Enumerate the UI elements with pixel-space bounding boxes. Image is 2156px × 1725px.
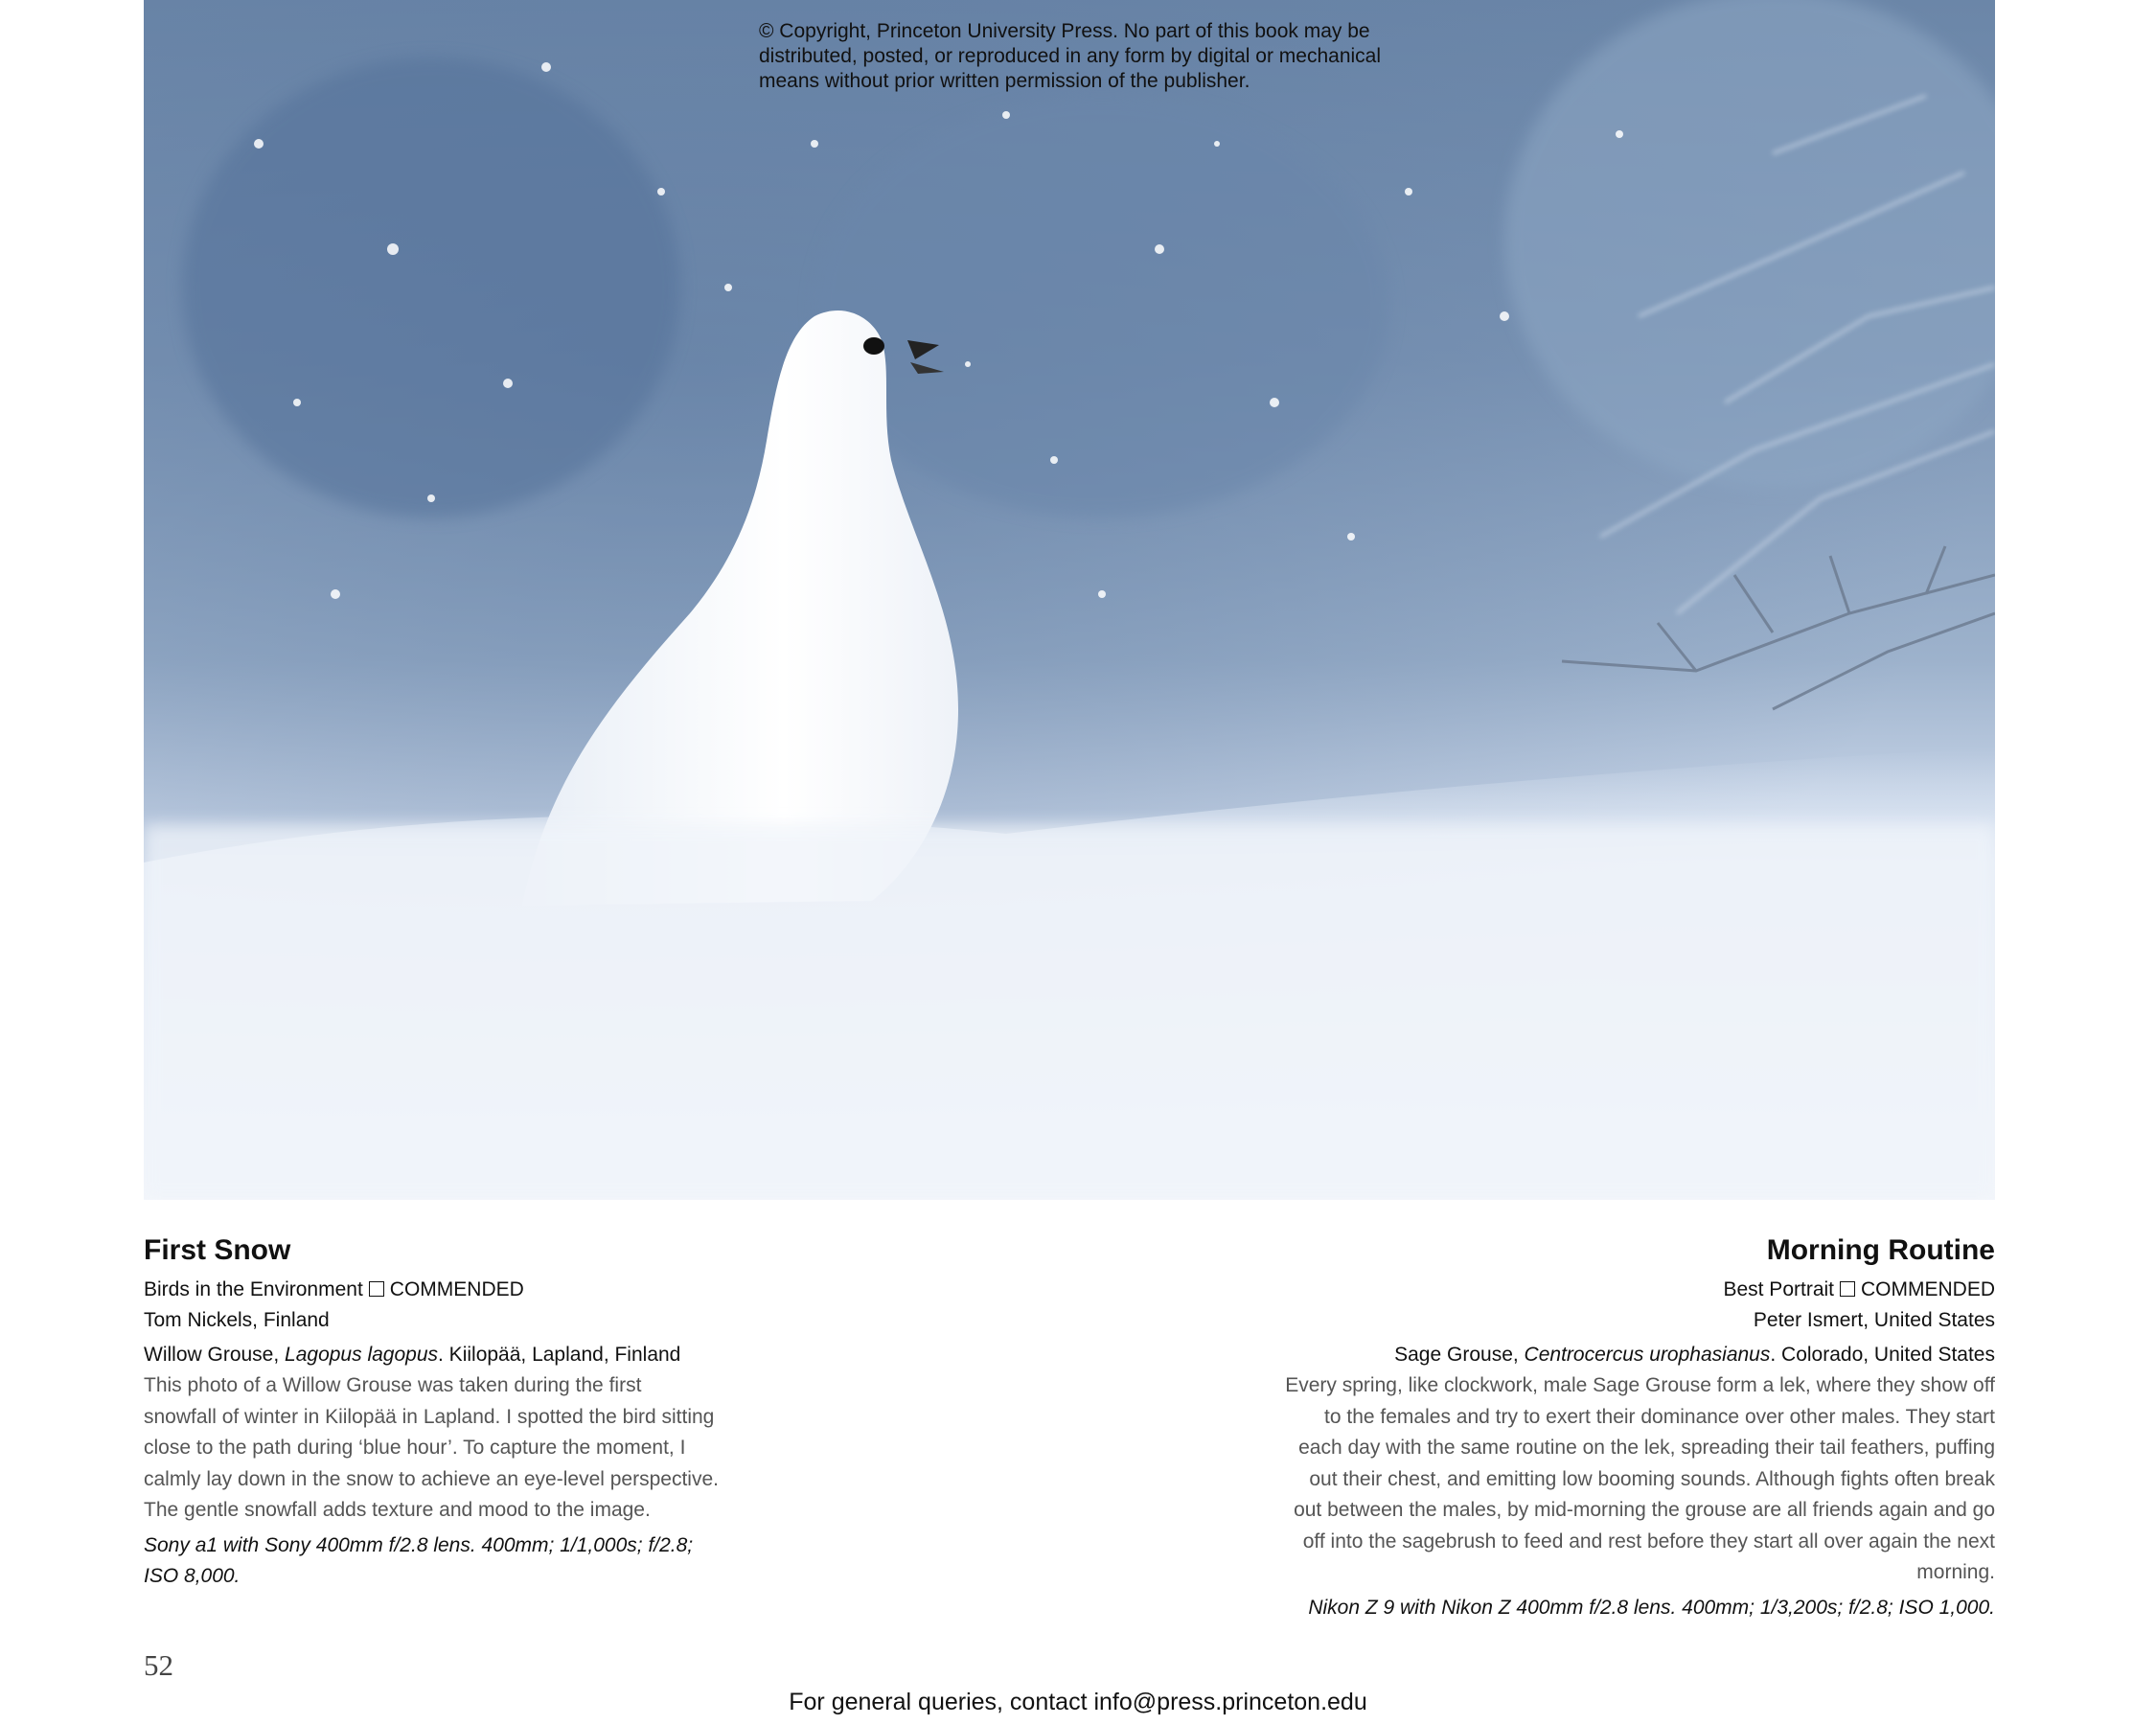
right-caption-category: Best Portrait: [1723, 1278, 1834, 1300]
right-species-latin: Centrocercus urophasianus: [1524, 1344, 1771, 1366]
right-caption-tech: Nikon Z 9 with Nikon Z 400mm f/2.8 lens. 400mm; 1/3,200s; f/2.8; ISO 1,000.: [1308, 1596, 1995, 1619]
left-caption-tech: Sony a1 with Sony 400mm f/2.8 lens. 400mm; 1/1,000s; f/2.8; ISO 8,000.: [144, 1533, 694, 1587]
copyright-notice: [759, 19, 1449, 94]
right-species-common: Sage Grouse,: [1394, 1344, 1525, 1366]
copyright-line-2: distributed, posted, or reproduced in any form by digital or mechanical: [759, 45, 1382, 67]
copyright-line-3: means without prior written permission of the publisher.: [759, 70, 1250, 92]
footer-contact: For general queries, contact info@press.princeton.edu: [789, 1689, 1367, 1715]
separator-box-icon: [1840, 1281, 1855, 1297]
left-caption-body: This photo of a Willow Grouse was taken during the first snowfall of winter in Kiilopää in Lapland. I spotted the bird sitting close to the path during ‘blue hour’. To capture the moment, I calmly lay down in the snow to achieve an eye-level perspective. The gentle snowfall adds texture and mood to the image.: [144, 1374, 719, 1521]
right-caption-title: Morning Routine: [1766, 1234, 1995, 1266]
right-caption-category-line: [1276, 1275, 1995, 1305]
left-caption-title: First Snow: [144, 1234, 291, 1266]
right-caption-award: COMMENDED: [1861, 1278, 1995, 1300]
right-caption: [1276, 1232, 1995, 1623]
right-caption-body: Every spring, like clockwork, male Sage Grouse form a lek, where they show off to the females and try to exert their dominance over other males. They start each day with the same routine on the lek, spreading their tail feathers, puffing out their chest, and emitting low booming sounds. Although fights often break out between the males, by mid-morning the grouse are all friends again and go off into the sagebrush to feed and rest before they start all over again the next morning.: [1285, 1374, 1995, 1583]
left-caption-category: Birds in the Environment: [144, 1278, 363, 1300]
left-caption-category-line: [144, 1275, 719, 1305]
copyright-line-1: © Copyright, Princeton University Press. No part of this book may be: [759, 20, 1370, 42]
left-species-common: Willow Grouse,: [144, 1344, 286, 1366]
willow-grouse-photo: [144, 0, 1995, 1200]
left-species-location: . Kiilopää, Lapland, Finland: [438, 1344, 681, 1366]
separator-box-icon: [369, 1281, 384, 1297]
left-caption-photographer: Tom Nickels, Finland: [144, 1309, 330, 1331]
left-caption: [144, 1232, 719, 1592]
right-caption-species: [1276, 1340, 1995, 1370]
right-species-location: . Colorado, United States: [1770, 1344, 1995, 1366]
page-number: 52: [144, 1648, 173, 1682]
left-caption-species: [144, 1340, 719, 1370]
left-caption-award: COMMENDED: [389, 1278, 524, 1300]
right-caption-photographer: Peter Ismert, United States: [1753, 1309, 1995, 1331]
photo-scene: [144, 0, 1995, 1200]
left-species-latin: Lagopus lagopus: [285, 1344, 439, 1366]
